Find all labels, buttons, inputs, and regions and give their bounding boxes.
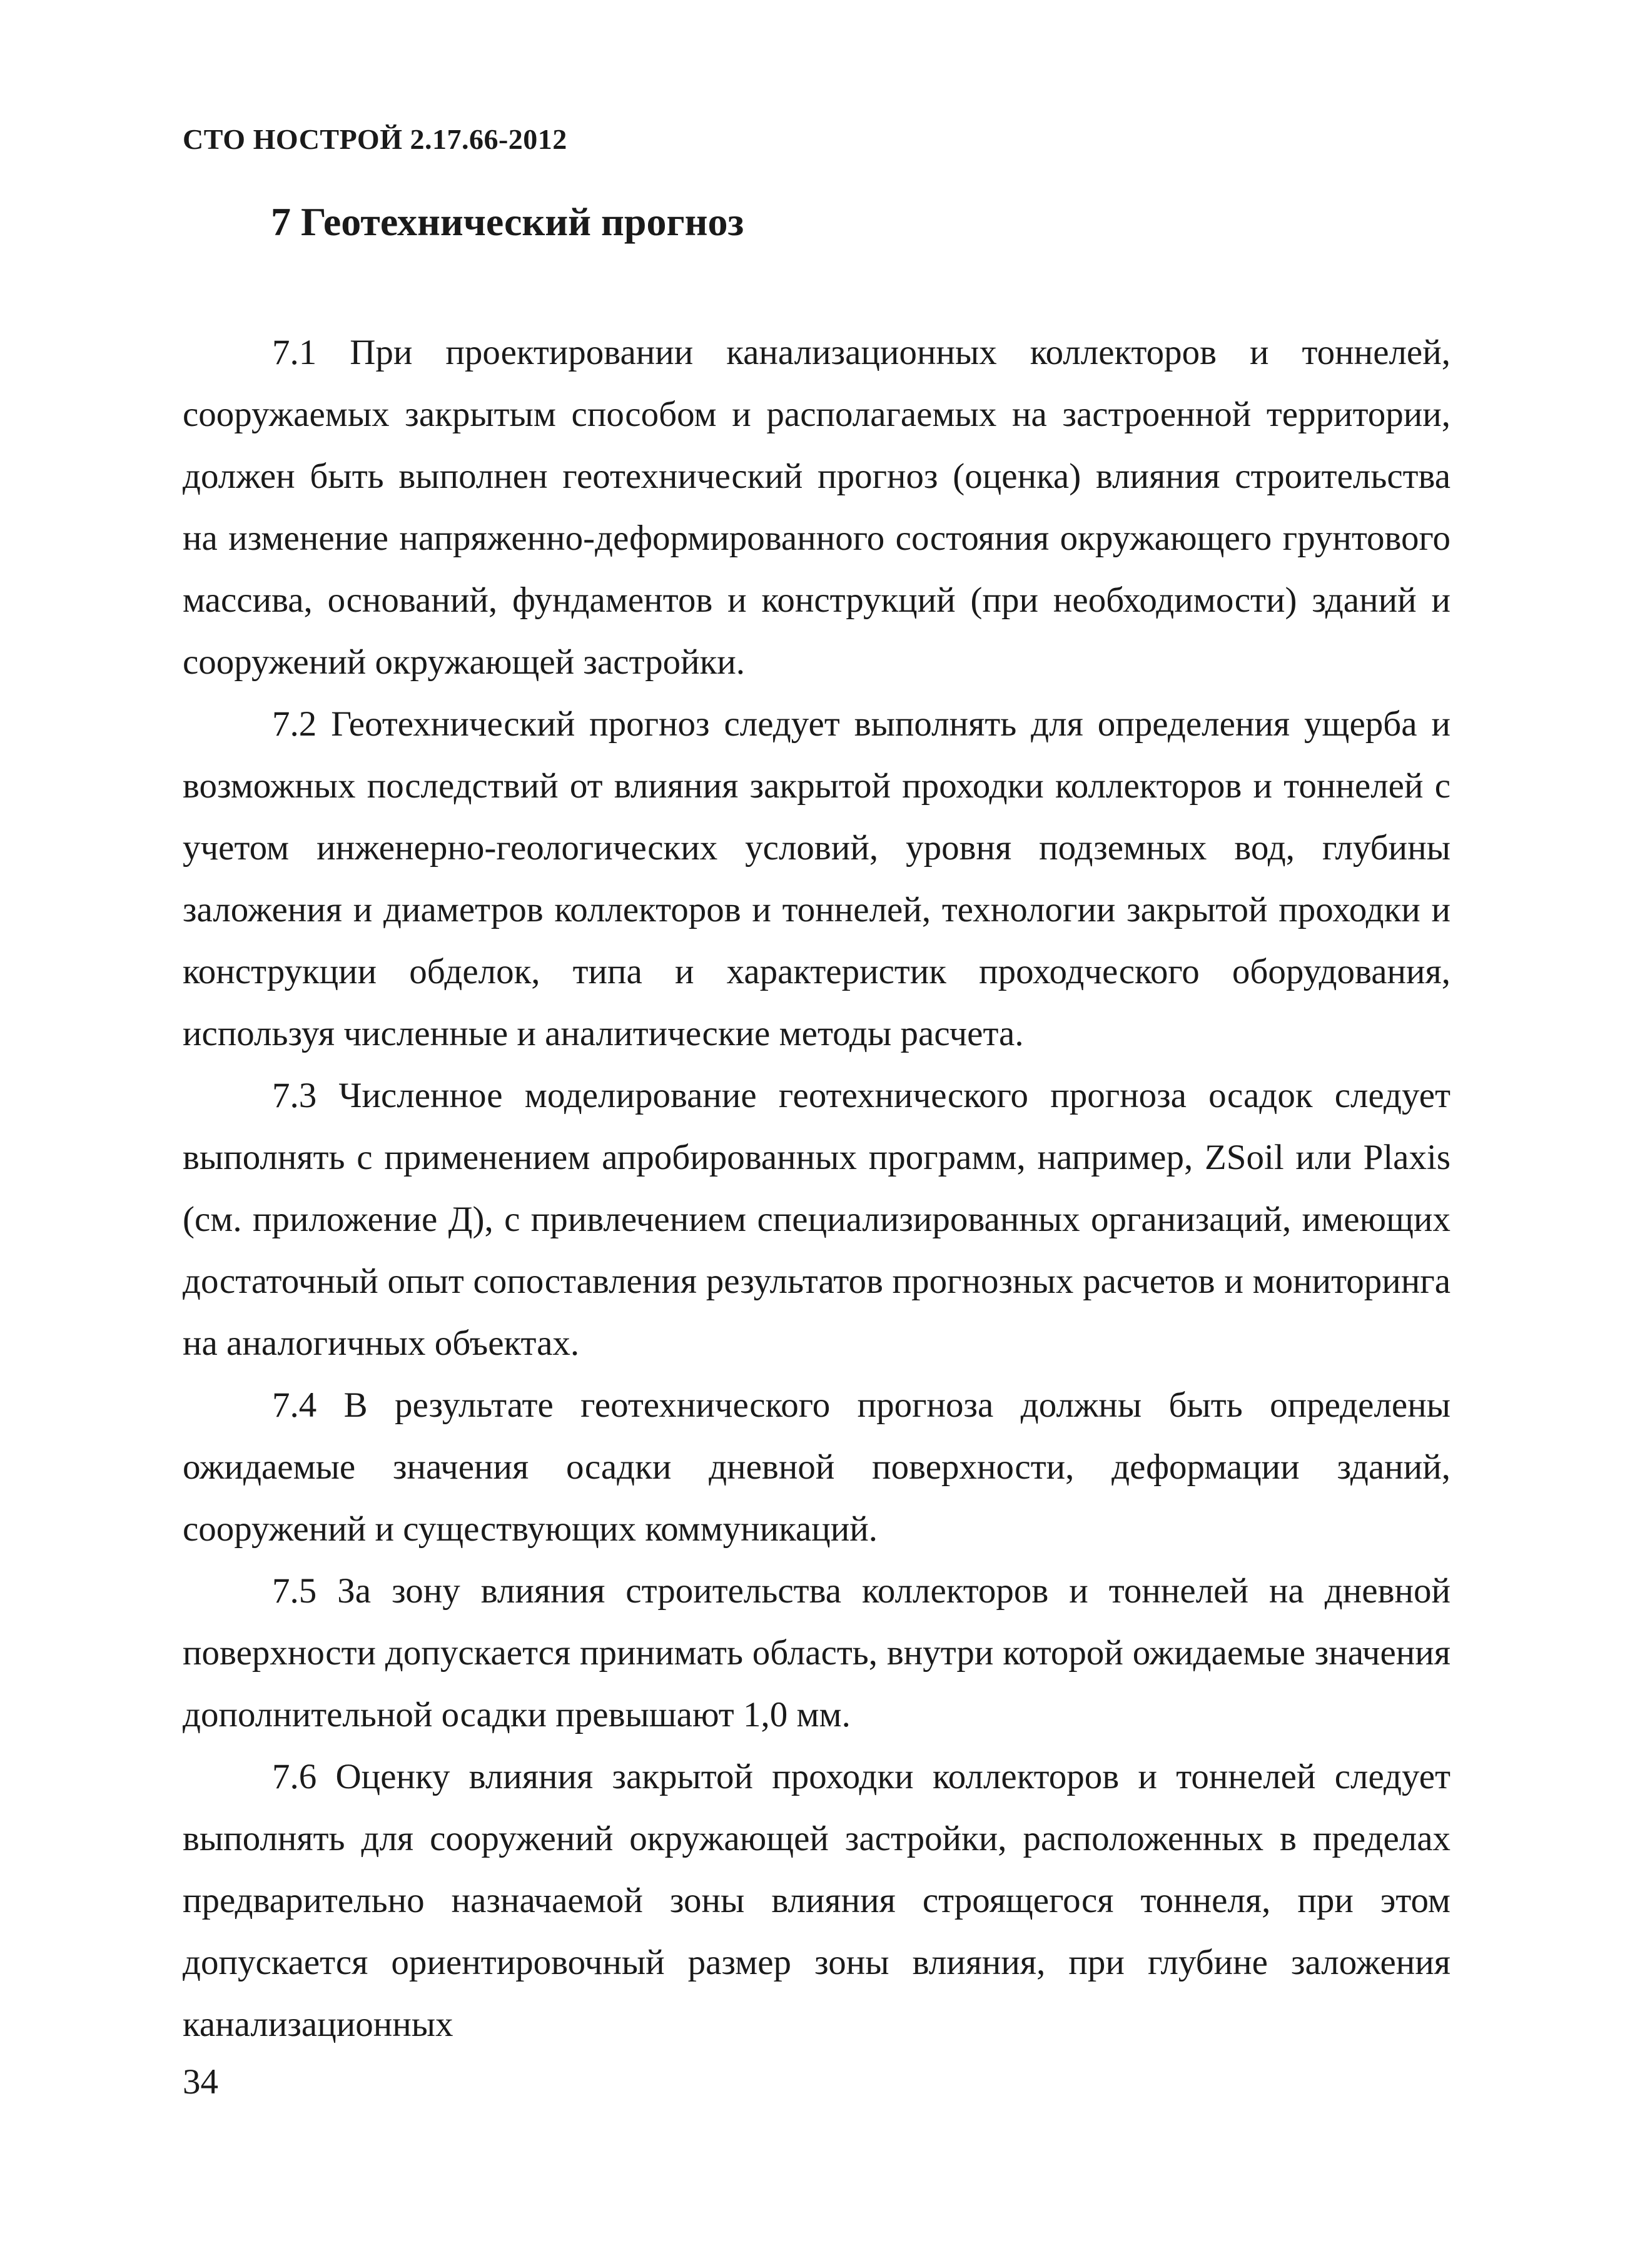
- section-title: 7 Геотехнический прогноз: [271, 200, 744, 244]
- paragraph-7-4: 7.4 В результате геотехнического прогноза должны быть определены ожидаемые значения осадки дневной поверхности, деформации зданий, сооружений и существующих коммуникаций.: [183, 1385, 1450, 1549]
- page-number: 34: [183, 2062, 218, 2102]
- paragraph-7-2: 7.2 Геотехнический прогноз следует выполнять для определения ущерба и возможных последствий от влияния закрытой проходки коллекторов и тоннелей с учетом инженерно-геологических условий, уровня подземных вод, глубины заложения и диаметров коллекторов и тоннелей, технологии закрытой проходки и конструкции обделок, типа и характеристик проходческого оборудования, используя численные и аналитические методы расчета.: [183, 704, 1450, 1053]
- paragraph-7-1: 7.1 При проектировании канализационных коллекторов и тоннелей, сооружаемых закрытым способом и располагаемых на застроенной территории, должен быть выполнен геотехнический прогноз (оценка) влияния строительства на изменение напряженно-деформированного состояния окружающего грунтового массива, оснований, фундаментов и конструкций (при необходимости) зданий и сооружений окружающей застройки.: [183, 333, 1450, 682]
- section-body: [183, 321, 1450, 2055]
- paragraph-7-6: 7.6 Оценку влияния закрытой проходки коллекторов и тоннелей следует выполнять для сооружений окружающей застройки, расположенных в пределах предварительно назначаемой зоны влияния строящегося тоннеля, при этом допускается ориентировочный размер зоны влияния, при глубине заложения канализационных: [183, 1757, 1450, 2044]
- document-code: СТО НОСТРОЙ 2.17.66-2012: [183, 123, 567, 155]
- paragraph-7-3: 7.3 Численное моделирование геотехнического прогноза осадок следует выполнять с применением апробированных программ, например, ZSoil или Plaxis (см. приложение Д), с привлечением специализированных организаций, имеющих достаточный опыт сопоставления результатов прогнозных расчетов и мониторинга на аналогичных объектах.: [183, 1076, 1450, 1363]
- paragraph-7-5: 7.5 За зону влияния строительства коллекторов и тоннелей на дневной поверхности допускается принимать область, внутри которой ожидаемые значения дополнительной осадки превышают 1,0 мм.: [183, 1571, 1450, 1734]
